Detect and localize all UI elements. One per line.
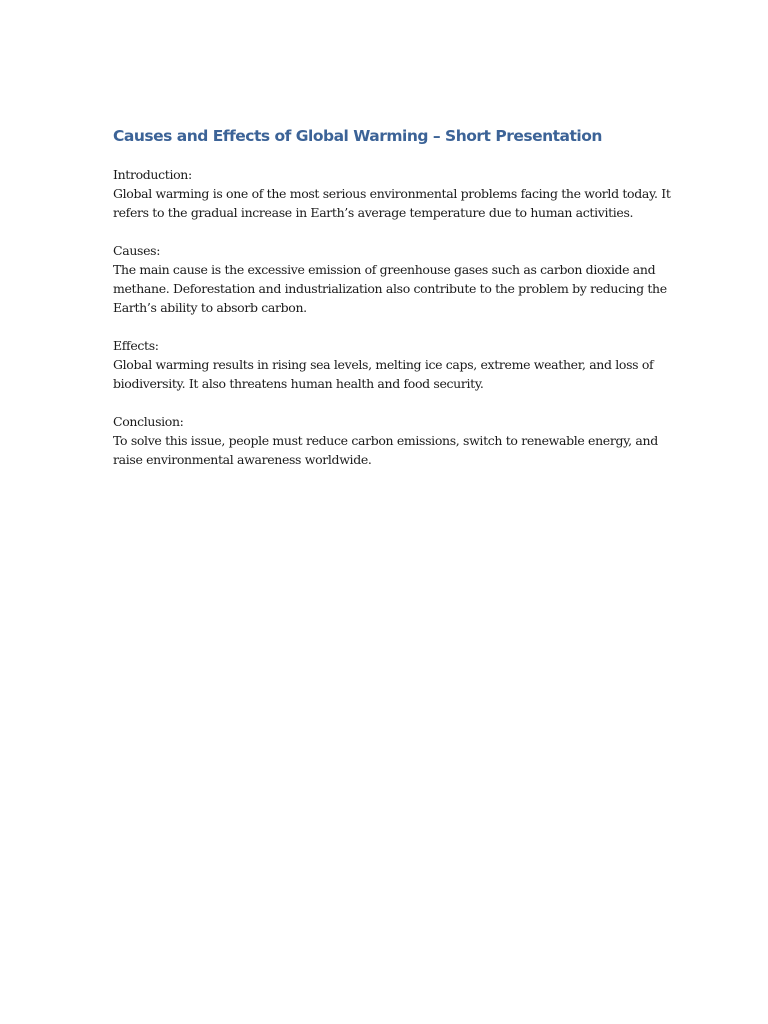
- section-paragraph: Global warming results in rising sea levels, melting ice caps, extreme weather, and loss of biodiversity. It also threatens human health and food security.: [113, 357, 654, 391]
- section-heading: Causes:: [113, 243, 161, 258]
- section-introduction: [113, 165, 673, 222]
- section-paragraph: Global warming is one of the most serious environmental problems facing the world today. It refers to the gradual increase in Earth’s average temperature due to human activities.: [113, 186, 671, 220]
- section-heading: Effects:: [113, 338, 159, 353]
- section-heading: Conclusion:: [113, 414, 184, 429]
- section-paragraph: To solve this issue, people must reduce carbon emissions, switch to renewable energy, and raise environmental awareness worldwide.: [113, 433, 658, 467]
- section-paragraph: The main cause is the excessive emission of greenhouse gases such as carbon dioxide and methane. Deforestation and industrialization also contribute to the problem by reducing the Earth’s ability to absorb carbon.: [113, 262, 667, 315]
- document-body: [113, 125, 673, 488]
- section-causes: [113, 241, 673, 317]
- section-heading: Introduction:: [113, 167, 192, 182]
- section-conclusion: [113, 412, 673, 469]
- section-effects: [113, 336, 673, 393]
- document-title: Causes and Effects of Global Warming – Short Presentation: [113, 127, 602, 145]
